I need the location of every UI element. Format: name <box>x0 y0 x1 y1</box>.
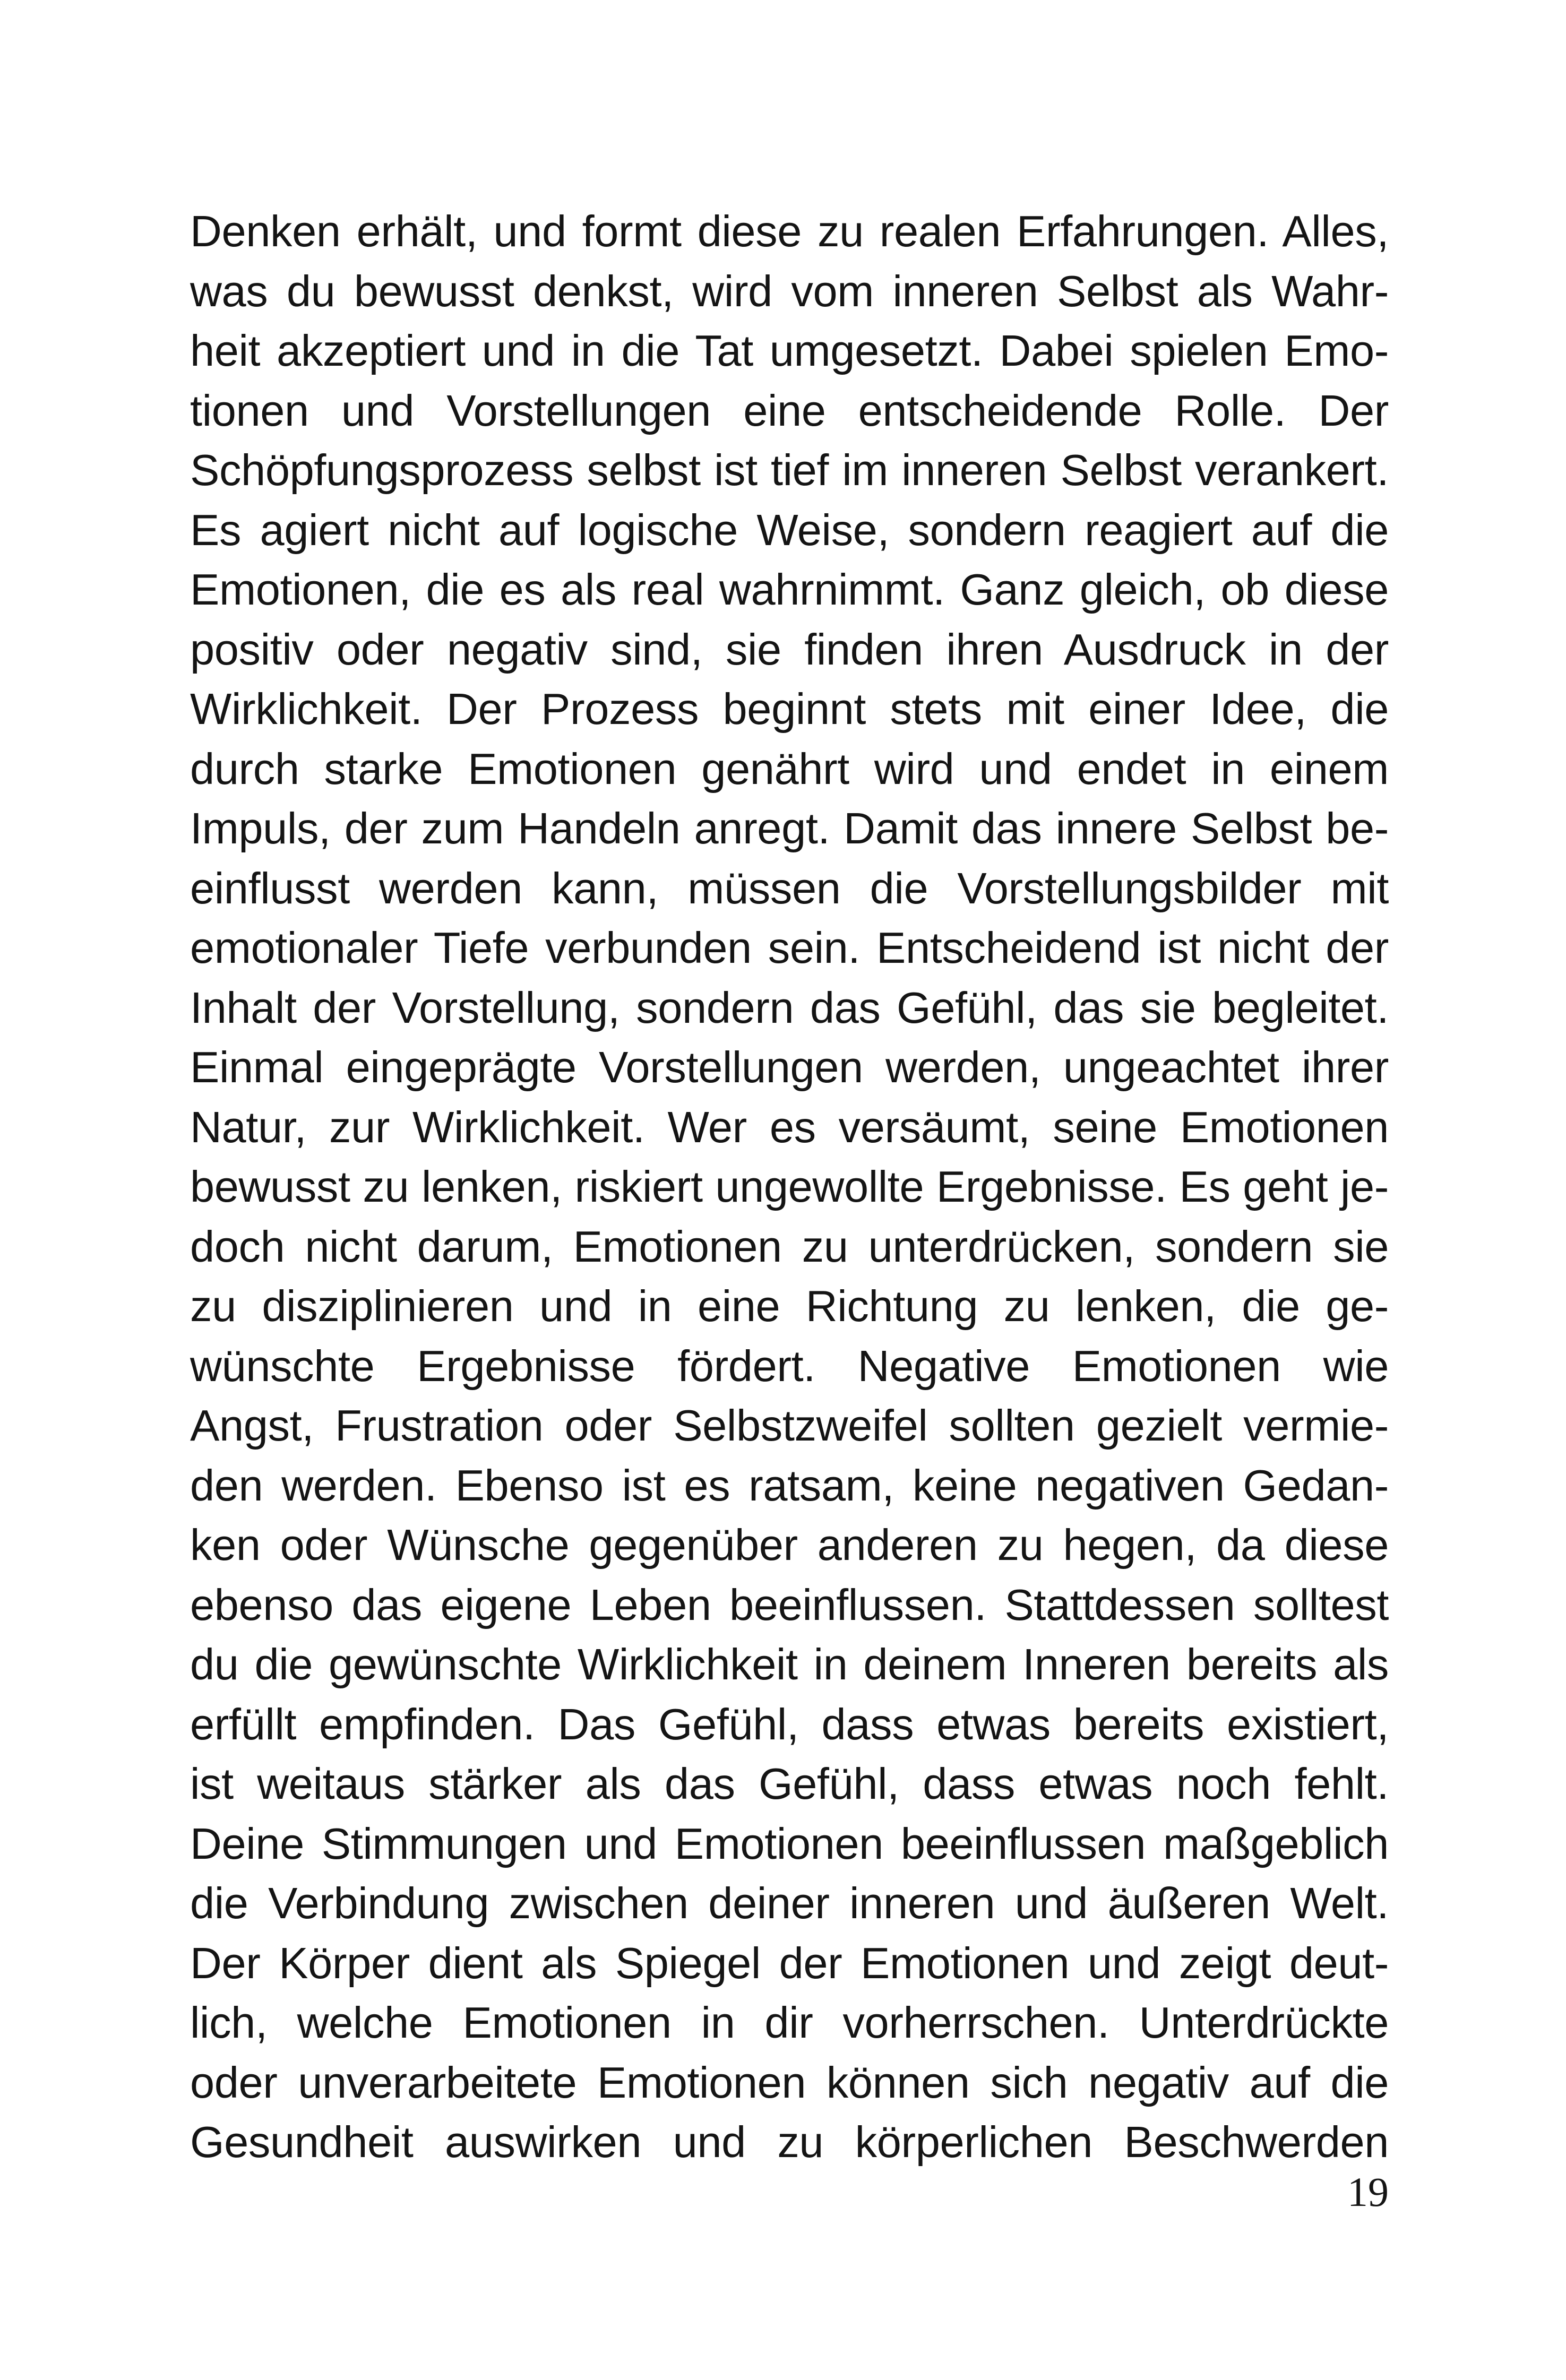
text-line: Der Körper dient als Spiegel der Emotionen und zeigt deut- <box>190 1938 1389 1988</box>
text-line: Schöpfungsprozess selbst ist tief im inneren Selbst verankert. <box>190 445 1389 495</box>
text-line: heit akzeptiert und in die Tat umgesetzt. Dabei spielen Emo- <box>190 326 1389 375</box>
text-line: Impuls, der zum Handeln anregt. Damit das innere Selbst be- <box>190 804 1389 853</box>
text-line: doch nicht darum, Emotionen zu unterdrücken, sondern sie <box>190 1221 1389 1271</box>
text-line: du die gewünschte Wirklichkeit in deinem Inneren bereits als <box>190 1640 1389 1689</box>
text-line: tionen und Vorstellungen eine entscheidende Rolle. Der <box>190 385 1389 435</box>
text-line: lich, welche Emotionen in dir vorherrschen. Unterdrückte <box>190 1998 1389 2047</box>
page-number: 19 <box>1347 2169 1389 2215</box>
text-line: einflusst werden kann, müssen die Vorstellungsbilder mit <box>190 863 1389 913</box>
text-line: Gesundheit auswirken und zu körperlichen Beschwerden <box>190 2117 1389 2167</box>
text-line: emotionaler Tiefe verbunden sein. Entscheidend ist nicht der <box>190 923 1389 972</box>
text-line: ken oder Wünsche gegenüber anderen zu hegen, da diese <box>190 1520 1389 1570</box>
text-line: Einmal eingeprägte Vorstellungen werden, ungeachtet ihrer <box>190 1042 1389 1092</box>
text-line: wünschte Ergebnisse fördert. Negative Emotionen wie <box>190 1341 1389 1391</box>
text-line: was du bewusst denkst, wird vom inneren Selbst als Wahr- <box>190 266 1389 316</box>
text-line: erfüllt empfinden. Das Gefühl, dass etwas bereits existiert, <box>190 1699 1389 1749</box>
text-line: Wirklichkeit. Der Prozess beginnt stets mit einer Idee, die <box>190 684 1389 734</box>
text-line: Denken erhält, und formt diese zu realen Erfahrungen. Alles, <box>190 206 1389 256</box>
text-line: die Verbindung zwischen deiner inneren und äußeren Welt. <box>190 1878 1389 1928</box>
text-line: ebenso das eigene Leben beeinflussen. Stattdessen solltest <box>190 1580 1389 1629</box>
text-line: Es agiert nicht auf logische Weise, sondern reagiert auf die <box>190 505 1389 555</box>
text-line: Emotionen, die es als real wahrnimmt. Ganz gleich, ob diese <box>190 565 1389 614</box>
text-line: ist weitaus stärker als das Gefühl, dass etwas noch fehlt. <box>190 1759 1389 1808</box>
body-text <box>190 202 1389 2172</box>
text-line: Natur, zur Wirklichkeit. Wer es versäumt, seine Emotionen <box>190 1102 1389 1152</box>
text-line: zu disziplinieren und in eine Richtung zu lenken, die ge- <box>190 1281 1389 1331</box>
text-line: oder unverarbeitete Emotionen können sich negativ auf die <box>190 2057 1389 2107</box>
text-line: durch starke Emotionen genährt wird und endet in einem <box>190 744 1389 794</box>
text-line: Deine Stimmungen und Emotionen beeinflussen maßgeblich <box>190 1818 1389 1868</box>
text-line: positiv oder negativ sind, sie finden ihren Ausdruck in der <box>190 624 1389 674</box>
text-line: bewusst zu lenken, riskiert ungewollte Ergebnisse. Es geht je- <box>190 1162 1389 1211</box>
text-line: den werden. Ebenso ist es ratsam, keine negativen Gedan- <box>190 1460 1389 1510</box>
text-line: Inhalt der Vorstellung, sondern das Gefühl, das sie begleitet. <box>190 982 1389 1032</box>
text-line: Angst, Frustration oder Selbstzweifel sollten gezielt vermie- <box>190 1401 1389 1450</box>
